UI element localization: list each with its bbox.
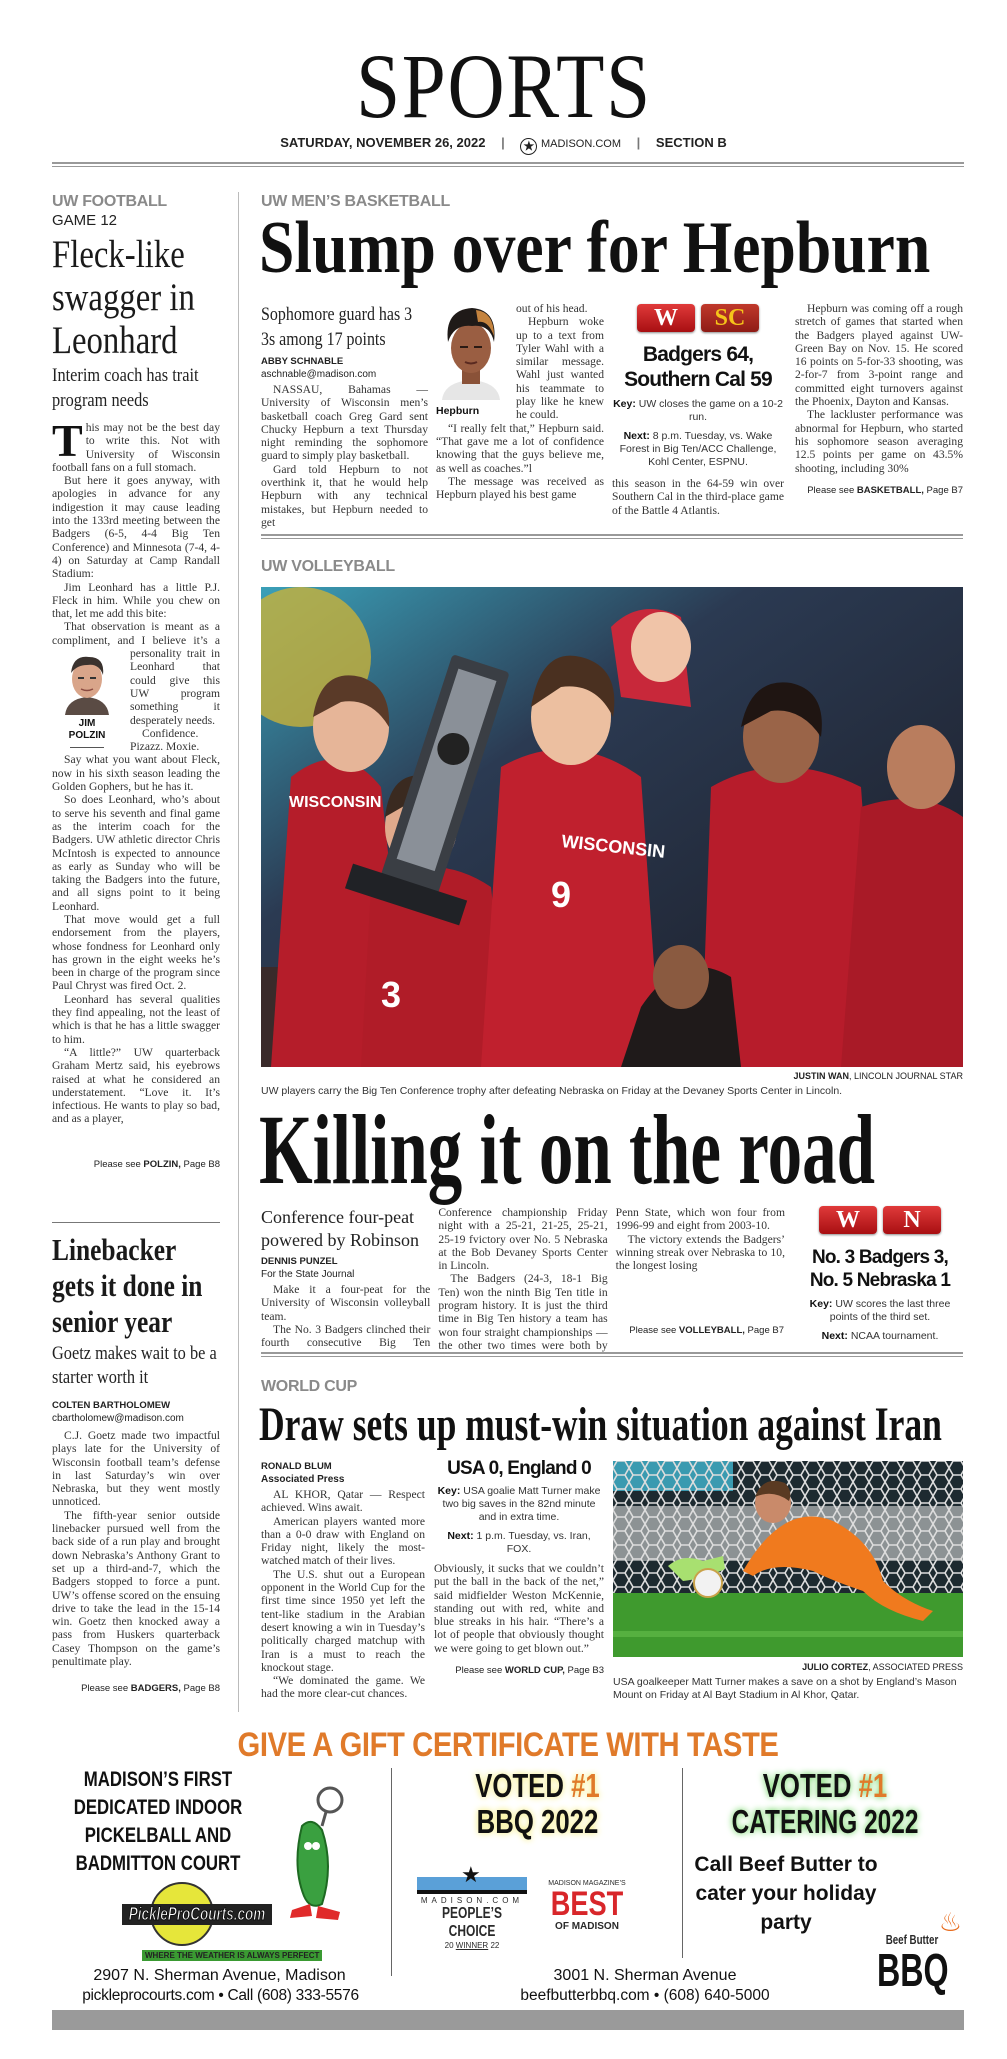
- story-body: [52, 421, 220, 1149]
- ad-headline[interactable]: GIVE A GIFT CERTIFICATE WITH TASTE: [237, 1726, 779, 1764]
- paragraph: The message was received as Hepburn played his best game: [436, 474, 604, 502]
- next-game: Next: 1 p.m. Tuesday, vs. Iran, FOX.: [447, 1530, 591, 1555]
- paragraph: The lackluster performance was abnormal for Hepburn, who started his sophomore season averaging 12.5 points per game on 43.5% shooting, including 30%: [795, 408, 963, 475]
- pickle-mascot-icon: [282, 1786, 362, 1926]
- paragraph: Make it a four-peat for the University of Wisconsin volleyball team.: [261, 1283, 431, 1323]
- volleyball-kicker: UW VOLLEYBALL: [261, 558, 395, 575]
- story-body: [261, 1488, 425, 1701]
- worldcup-photo: [613, 1461, 963, 1657]
- columnist-mug: [52, 649, 122, 748]
- ad-divider: [682, 1768, 683, 1958]
- key-note: Key: USA goalie Matt Turner make two big saves in the 82nd minute and in extra time.: [437, 1485, 601, 1523]
- pickle-tagline: MADISON’S FIRST DEDICATED INDOOR PICKELBALL AND BADMITTON COURT: [73, 1768, 243, 1875]
- section-label: SECTION B: [655, 135, 727, 150]
- story-headline[interactable]: Linebacker gets it done in senior year: [52, 1232, 203, 1339]
- bbq-address: 3001 N. Sherman Avenue: [553, 1967, 737, 1984]
- paragraph: So does Leonhard, who’s about to serve his seventh and final game as the interim coach for the Badgers. UW athletic director Chris McIntosh is expected to announce as early as Sunday who will be taking the Badgers into the future, and all signs point to it being Leonhard.: [52, 793, 220, 913]
- volleyball-scorebox: [800, 1206, 960, 1343]
- story-body: [52, 1429, 220, 1671]
- photo-caption: UW players carry the Big Ten Conference trophy after defeating Nebraska on Friday at the Devaney Sports Center in Lincoln.: [261, 1085, 843, 1097]
- star-icon: ★: [520, 138, 537, 155]
- story-deck: Sophomore guard has 3 3s among 17 points: [261, 304, 413, 350]
- story-deck: Goetz makes wait to be a starter worth it: [52, 1343, 217, 1388]
- footer-bar: [52, 2010, 964, 2030]
- next-game: Next: 8 p.m. Tuesday, vs. Wake Forest in Big Ten/ACC Challenge, Kohl Center, ESPNU.: [619, 430, 777, 468]
- byline-affiliation: For the State Journal: [261, 1269, 355, 1280]
- volleyball-photo: [261, 587, 963, 1067]
- pickle-contact[interactable]: pickleprocourts.com • Call (608) 333-5576: [82, 1987, 359, 2004]
- byline-author: RONALD BLUM: [261, 1461, 332, 1472]
- svg-text:WISCONSIN: WISCONSIN: [289, 794, 382, 811]
- pickle-logo-text: PickleProCourts.com: [122, 1904, 272, 1925]
- basketball-kicker: UW MEN’S BASKETBALL: [261, 193, 450, 210]
- jump-link[interactable]: Please see VOLLEYBALL, Page B7: [629, 1325, 784, 1336]
- paragraph: That observation is meant as a compliment, and I believe JIM POLZIN it’s a personality trait in Leonhard that could give this UW program something it desperately needs.: [52, 620, 220, 726]
- team-logo-usc: SC: [701, 304, 759, 332]
- left-column-rule: [52, 1222, 220, 1223]
- paragraph: This may not be the best day to write this. Not with University of Wisconsin football fans on a full stomach.: [52, 421, 220, 474]
- story-deck: Interim coach has trait program needs: [52, 365, 199, 411]
- basketball-col4: [795, 302, 963, 496]
- catering-cta: Call Beef Butter to cater your holiday party: [694, 1853, 878, 1934]
- soccer-ball: [694, 1569, 722, 1597]
- story-headline[interactable]: Fleck-like swagger in Leonhard: [52, 233, 195, 362]
- date: SATURDAY, NOVEMBER 26, 2022: [280, 135, 486, 150]
- story-body: [261, 383, 428, 529]
- team-logo-wisconsin: W: [637, 304, 695, 332]
- bbq-voted: VOTED #1: [475, 1767, 600, 1804]
- byline-email[interactable]: cbartholomew@madison.com: [52, 1413, 184, 1424]
- paragraph: The victory extends the Badgers’ winning streak over Nebraska to 10, the longest losing: [615, 1232, 785, 1273]
- photo-caption: USA goalkeeper Matt Turner makes a save on a shot by England’s Mason Mount on Friday at Al Bayt Stadium in Al Khor, Qatar.: [613, 1676, 957, 1701]
- bbq-award: BBQ 2022: [476, 1803, 599, 1840]
- flame-icon: ♨: [938, 1908, 962, 1937]
- section-rule: [261, 534, 963, 539]
- site-link[interactable]: MADISON.COM: [540, 138, 622, 150]
- team-logo-nebraska: N: [883, 1206, 941, 1234]
- paragraph: The U.S. shut out a European opponent in the World Cup for the first time since 1950 yet left the tent-like stadium in the Arabian desert knowing a win in Tuesday’s politically charged matchup with Iran is a must to reach the knockout stage.: [261, 1567, 425, 1674]
- paragraph: Gard told Hepburn to not overthink it, that he would help Hepburn with any technical mistakes, but Hepburn needed to get: [261, 462, 428, 529]
- basketball-col1: [261, 302, 428, 529]
- jump-link[interactable]: Please see BADGERS, Page B8: [81, 1683, 220, 1694]
- paragraph: American players wanted more than a 0-0 draw with England on Friday night, likely the most-watched match of their lives.: [261, 1514, 425, 1568]
- paragraph: Jim Leonhard has a little P.J. Fleck in him. While you chew on that, let me add this bite:: [52, 580, 220, 621]
- paragraph: That move would get a full endorsement from the players, whose fondness for Leonhard only has grown in the eight weeks he’s been in charge of the program since Paul Chryst was fired Oct. 2.: [52, 912, 220, 993]
- dateline: SATURDAY, NOVEMBER 26, 2022 | ★ MADISON.COM | SECTION B: [280, 135, 727, 153]
- photo-caption: Hepburn: [436, 405, 480, 418]
- jump-link[interactable]: Please see POLZIN, Page B8: [93, 1159, 220, 1170]
- paragraph: The Badgers (24-3, 18-1 Big Ten) won the ninth Big Ten title in program history. It is just the third time in Big Ten history a team has won four straight championships — the other two times were both by Penn State, which won four from 1996-99 and eight from 2003-10.: [438, 1206, 785, 1352]
- catering-voted: VOTED #1: [762, 1767, 888, 1804]
- paragraph: “We dominated the game. We had the more clear-cut chances.: [261, 1674, 425, 1701]
- masthead-rule: [52, 162, 964, 167]
- linebacker-story: [52, 1232, 220, 1694]
- team-logo-wisconsin: W: [819, 1206, 877, 1234]
- paragraph: Confidence. Pizazz. Moxie.: [130, 726, 200, 754]
- paragraph: The fifth-year senior outside linebacker pursued well from the back side of a run play and brought down Nebraska’s Anthony Grant to set up a third-and-7, which the Badgers stopped to force a punt. UW’s offense scored on the ensuing drive to take the lead in the 15-14 win. Goetz then knocked away a pass from Huskers quarterback Casey Thompson on the game’s penultimate play.: [52, 1508, 220, 1669]
- jersey-text: WISCONSIN: [560, 831, 667, 862]
- column-divider: [238, 192, 239, 1712]
- svg-text:3: 3: [381, 974, 402, 1015]
- final-score: Badgers 64, Southern Cal 59: [624, 343, 772, 391]
- columnist-photo: [59, 649, 115, 715]
- byline-author: ABBY SCHNABLE: [261, 356, 344, 367]
- paragraph: C.J. Goetz made two impactful plays late for the University of Wisconsin football team’s defense in last Saturday’s win over Nebraska, but they went mostly unnoticed.: [52, 1429, 220, 1509]
- byline-author: COLTEN BARTHOLOMEW: [52, 1400, 171, 1411]
- story-deck: Conference four-peat powered by Robinson: [261, 1207, 419, 1250]
- masthead: [0, 35, 1007, 137]
- story-body-cont: Obviously, it sucks that we couldn’t put the ball in the back of the net,” said midfielder Weston McKennie, standing out with red, white and blue streaks in his hair. “There’s a lot of people that obviously thought we were going to get blown out.”: [434, 1562, 604, 1655]
- paragraph: The No. 3 Badgers clinched their fourth consecutive Big Ten Conference championship Friday night with a 25-21, 21-25, 25-21, 25-19 fvictory over No. 5 Nebraska at the Bob Devaney Sports Center in Lincoln.: [261, 1206, 608, 1350]
- best-of-madison-logo: MADISON MAGAZINE’S BEST OF MADISON: [548, 1880, 626, 1932]
- bbq-award-ad[interactable]: [395, 1767, 770, 2004]
- football-story: [52, 193, 220, 1170]
- key-note: Key: UW closes the game on a 10-2 run.: [613, 398, 783, 423]
- final-score: USA 0, England 0: [447, 1458, 591, 1479]
- catering-award: CATERING 2022: [731, 1803, 919, 1840]
- pickle-ad[interactable]: [52, 1766, 387, 2004]
- volleyball-headline[interactable]: Killing it on the road: [259, 1094, 875, 1205]
- bbq-contact[interactable]: beefbutterbbq.com • (608) 640-5000: [520, 1987, 770, 2004]
- worldcup-headline[interactable]: Draw sets up must-win situation against Iran: [259, 1398, 942, 1451]
- section-rule: [261, 1352, 963, 1357]
- catering-ad[interactable]: [686, 1767, 964, 1996]
- svg-text:9: 9: [551, 874, 572, 915]
- paragraph: But here it goes anyway, with apologies in advance for any indigestion it may cause leading into the 133rd meeting between the Badgers (6-5, 4-4 Big Ten Conference) and Minnesota (7-4, 4-4) on Saturday at Camp Randall Stadium:: [52, 474, 220, 581]
- paragraph: out of his head.: [516, 302, 588, 315]
- beef-butter-logo: Beef Butter BBQ ♨: [877, 1908, 962, 1996]
- basketball-col2: [436, 302, 604, 514]
- paragraph: “A little?” UW quarterback Graham Mertz said, his eyebrows raised at what he considered an understatement. “Love it. It’s infectious. He wants to play so bad, and as a player,: [52, 1045, 220, 1126]
- paragraph: Leonhard has several qualities they find appealing, not the least of which is that he has a little swagger to him.: [52, 992, 220, 1046]
- key-note: Key: UW scores the last three points of the third set.: [809, 1298, 951, 1323]
- photo-credit: JULIO CORTEZ, ASSOCIATED PRESS: [802, 1662, 963, 1672]
- drop-cap: T: [52, 421, 83, 466]
- basketball-scorebox: [612, 304, 784, 517]
- jump-link[interactable]: Please see WORLD CUP, Page B3: [455, 1665, 604, 1677]
- byline-email[interactable]: aschnable@madison.com: [261, 369, 377, 380]
- columnist-name: JIM POLZIN: [68, 718, 106, 742]
- byline-affiliation: Associated Press: [261, 1474, 345, 1485]
- story-body-cont: this season in the 64-59 win over Southern Cal in the third-place game of the Battle 4 Atlantis.: [612, 477, 784, 517]
- basketball-headline[interactable]: Slump over for Hepburn: [259, 207, 931, 289]
- paragraph: “I really felt that,” Hepburn said. “That gave me a lot of confidence knowing that the guys believe me, as well as coaches.”l: [436, 421, 604, 475]
- next-game: Next: NCAA tournament.: [821, 1330, 939, 1342]
- paragraph: AL KHOR, Qatar — Respect achieved. Wins await.: [261, 1488, 425, 1515]
- worldcup-kicker: WORLD CUP: [261, 1378, 357, 1395]
- player-photo: [436, 302, 506, 400]
- player-mug: [436, 302, 510, 419]
- pickle-address: 2907 N. Sherman Avenue, Madison: [93, 1967, 346, 1984]
- byline-author: DENNIS PUNZEL: [261, 1256, 338, 1267]
- final-score: No. 3 Badgers 3, No. 5 Nebraska 1: [809, 1247, 951, 1291]
- pickle-slogan: WHERE THE WEATHER IS ALWAYS PERFECT: [142, 1950, 322, 1961]
- worldcup-col2: [434, 1456, 604, 1676]
- peoples-choice-logo: ★ MADISON.COM PEOPLE’S CHOICE 20 WINNER 22: [417, 1868, 527, 1950]
- story-subkicker: GAME 12: [52, 212, 118, 229]
- paragraph: Hepburn was coming off a rough stretch of games that started when the Badgers played against UW-Green Bay on Nov. 15. He scored 16 points on 5-for-33 shooting, was 2-for-7 from 3-point range and committed eight turnovers against the Phoenix, Dayton and Kansas.: [795, 302, 963, 409]
- story-body: [795, 302, 963, 475]
- worldcup-col1: [261, 1461, 425, 1701]
- skyline-icon: ★: [417, 1868, 527, 1894]
- photo-credit: JUSTIN WAN, LINCOLN JOURNAL STAR: [793, 1071, 963, 1081]
- paragraph: Hepburn woke up to a text from Tyler Wahl with a similar message. Wahl just wanted his teammate to play like he knew he could.: [516, 315, 604, 422]
- ad-divider: [391, 1768, 392, 1976]
- section-title: SPORTS: [355, 35, 652, 137]
- paragraph: NASSAU, Bahamas — University of Wisconsin men’s basketball coach Greg Gard sent Chucky Hepburn a text Thursday night reminding the sophomore guard to simply play basketball.: [261, 383, 428, 463]
- story-kicker: UW FOOTBALL: [52, 193, 167, 210]
- paragraph: Say what you want about Fleck, now in his sixth season leading the Golden Gophers, but he has it.: [52, 753, 220, 794]
- jump-link[interactable]: Please see BASKETBALL, Page B7: [807, 484, 963, 496]
